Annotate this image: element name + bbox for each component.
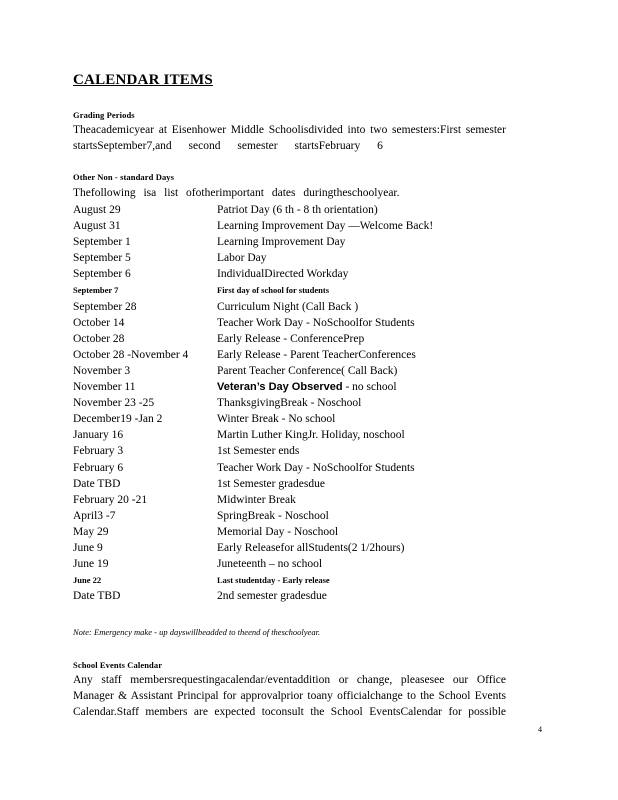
calendar-event-row [73, 411, 513, 427]
calendar-event-row [73, 588, 513, 604]
calendar-event-row [73, 556, 513, 572]
calendar-event-row [73, 363, 513, 379]
event-description: Early Release - ConferencePrep [217, 332, 365, 345]
event-description: 2nd semester gradesdue [217, 590, 327, 603]
paragraph-line: Calendar.Staff members are expected toconsult the School EventsCalendar for possible [73, 706, 506, 718]
event-date: January 16 [73, 429, 124, 442]
event-date: September 7 [73, 285, 119, 296]
event-description: Last studentday - Early release [217, 575, 330, 586]
event-description: Learning Improvement Day [217, 236, 346, 249]
event-description: IndividualDirected Workday [217, 268, 349, 281]
page-title: CALENDAR ITEMS [73, 72, 213, 88]
event-date: November 3 [73, 364, 131, 377]
event-description: Patriot Day (6 th - 8 th orientation) [217, 204, 378, 216]
other-days-heading: Other Non - standard Days [73, 172, 175, 182]
event-date: February 3 [73, 445, 124, 458]
calendar-event-row [73, 427, 513, 443]
event-description: SpringBreak - Noschool [217, 509, 329, 522]
event-description [217, 379, 397, 395]
calendar-event-row [73, 524, 513, 540]
event-description: Learning Improvement Day —Welcome Back! [217, 220, 434, 233]
calendar-event-row [73, 379, 513, 395]
calendar-event-row [73, 492, 513, 508]
event-date: June 9 [73, 541, 103, 554]
event-description: ThanksgivingBreak - Noschool [217, 397, 362, 410]
event-date: Date TBD [73, 590, 121, 603]
paragraph-line: Theacademicyear at Eisenhower Middle Schoolisdivided into two semesters:First semester [73, 124, 506, 136]
event-description: Early Release - Parent TeacherConferences [217, 348, 416, 361]
event-date: June 22 [73, 575, 102, 586]
event-date: November 11 [73, 381, 136, 394]
calendar-event-row [73, 460, 513, 476]
event-description: First day of school for students [217, 285, 329, 296]
event-description: Winter Break - No school [217, 413, 336, 426]
calendar-event-row [73, 331, 513, 347]
paragraph-line: Manager & Assistant Principal for approvalprior toany officialchange to the School Events [73, 690, 506, 702]
event-description: Parent Teacher Conference( Call Back) [217, 364, 398, 377]
event-date: Date TBD [73, 477, 121, 490]
event-description: Early Releasefor allStudents(2 1/2hours) [217, 541, 405, 554]
calendar-event-row [73, 266, 513, 282]
calendar-event-row [73, 218, 513, 234]
other-days-intro [73, 185, 506, 201]
school-events-heading: School Events Calendar [73, 660, 163, 670]
event-description: Labor Day [217, 252, 267, 265]
event-date: September 5 [73, 252, 131, 265]
event-description: Juneteenth – no school [217, 558, 323, 571]
event-date: November 23 -25 [73, 397, 155, 410]
event-description-text: - no school [342, 381, 397, 394]
calendar-event-row [73, 572, 513, 588]
emergency-note: Note: Emergency make - up dayswillbeadded to theend of theschoolyear. [73, 627, 321, 637]
paragraph-line: startsSeptember7,and second semester startsFebruary 6 [73, 140, 383, 152]
event-date: May 29 [73, 525, 109, 538]
event-date: February 20 -21 [73, 493, 148, 506]
calendar-event-row [73, 540, 513, 556]
event-description: 1st Semester ends [217, 445, 300, 458]
calendar-event-row [73, 347, 513, 363]
calendar-event-row [73, 299, 513, 315]
calendar-event-row [73, 202, 513, 218]
grading-periods-heading: Grading Periods [73, 110, 135, 120]
event-description: Midwinter Break [217, 493, 296, 506]
calendar-event-row [73, 443, 513, 459]
event-date: September 1 [73, 236, 131, 249]
event-date: September 28 [73, 300, 137, 313]
calendar-event-row [73, 508, 513, 524]
paragraph-line: Any staff membersrequestingacalendar/eventaddition or change, pleasesee our Office [73, 674, 506, 686]
event-date: April3 -7 [73, 509, 116, 522]
calendar-event-row [73, 315, 513, 331]
calendar-event-row [73, 476, 513, 492]
calendar-event-row [73, 282, 513, 298]
calendar-event-row [73, 395, 513, 411]
event-description: Memorial Day - Noschool [217, 525, 339, 538]
event-description: Curriculum Night (Call Back ) [217, 300, 359, 313]
paragraph-line: Thefollowing isa list ofotherimportant dates duringtheschoolyear. [73, 187, 400, 199]
event-date: October 14 [73, 316, 125, 329]
event-description-emphasis: Veteran’s Day Observed [217, 381, 343, 394]
event-description: Martin Luther KingJr. Holiday, noschool [217, 429, 405, 442]
event-date: February 6 [73, 461, 124, 474]
calendar-event-row [73, 250, 513, 266]
event-date: September 6 [73, 268, 131, 281]
school-events-paragraph [73, 672, 506, 720]
calendar-event-row [73, 234, 513, 250]
event-description: Teacher Work Day - NoSchoolfor Students [217, 461, 415, 474]
event-date: June 19 [73, 558, 109, 571]
page-number: 4 [538, 725, 542, 734]
event-description: 1st Semester gradesdue [217, 477, 325, 490]
event-date: October 28 -November 4 [73, 348, 189, 361]
calendar-events-list [73, 202, 513, 604]
event-date: August 31 [73, 220, 121, 233]
event-date: December19 -Jan 2 [73, 413, 163, 426]
grading-periods-paragraph [73, 122, 506, 154]
event-date: August 29 [73, 204, 121, 216]
event-description: Teacher Work Day - NoSchoolfor Students [217, 316, 415, 329]
event-date: October 28 [73, 332, 125, 345]
